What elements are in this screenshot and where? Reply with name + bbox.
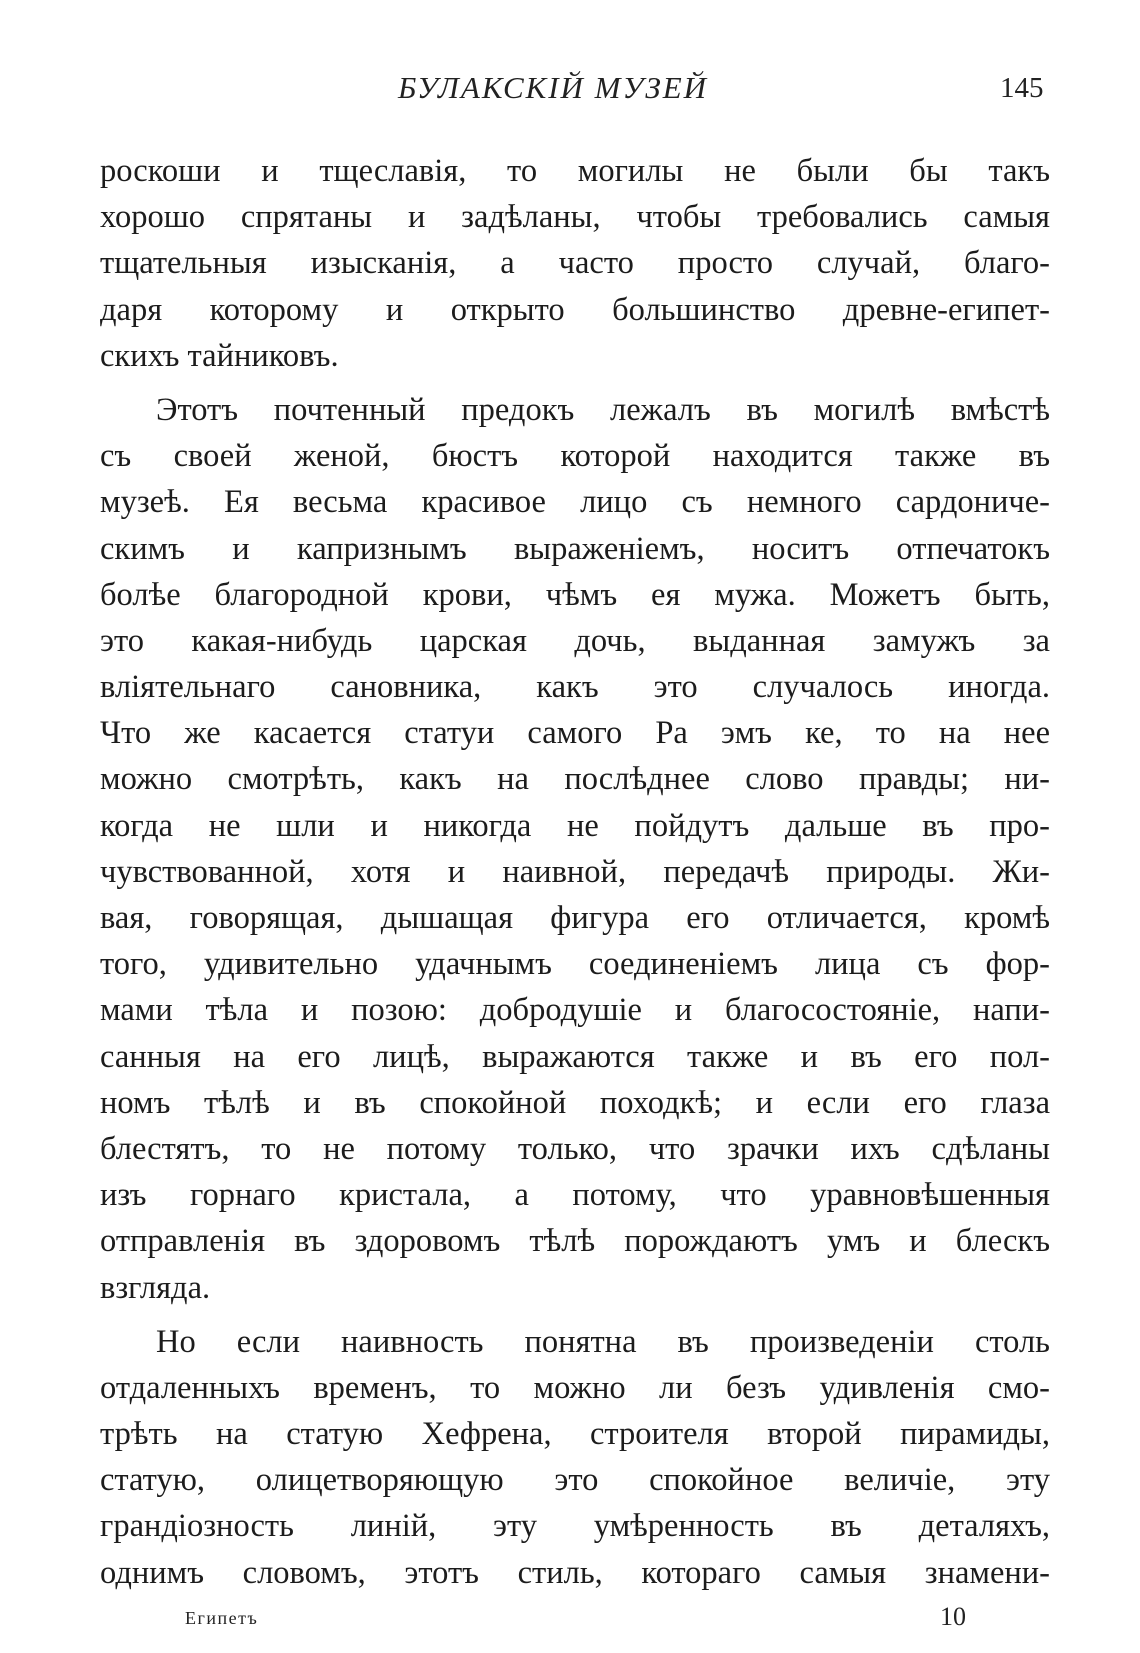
text-line: отправленія въ здоровомъ тѣлѣ порождаютъ умъ и блескъ <box>100 1223 1050 1260</box>
text-line: отдаленныхъ временъ, то можно ли безъ удивленія смо- <box>100 1369 1050 1406</box>
text-line: Но если наивность понятна въ произведеніи столь <box>156 1323 1050 1360</box>
running-title: БУЛАКСКІЙ МУЗЕЙ <box>398 70 709 105</box>
text-line: съ своей женой, бюстъ которой находится также въ <box>100 438 1050 475</box>
text-line: скихъ тайниковъ. <box>100 337 339 374</box>
text-line: скимъ и капризнымъ выраженіемъ, носитъ отпечатокъ <box>100 530 1050 567</box>
text-line: взгляда. <box>100 1269 211 1306</box>
text-line: блестятъ, то не потому только, что зрачки ихъ сдѣланы <box>100 1130 1050 1167</box>
text-line: вліятельнаго сановника, какъ это случалось иногда. <box>100 669 1050 706</box>
text-line: роскоши и тщеславія, то могилы не были бы такъ <box>100 153 1050 189</box>
sheet-number: 10 <box>940 1602 966 1631</box>
page-footer <box>0 1602 1140 1638</box>
text-line: того, удивительно удачнымъ соединеніемъ лица съ фор- <box>100 946 1050 983</box>
text-line: Что же касается статуи самого Ра эмъ ке, то на нее <box>100 715 1050 752</box>
text-line: изъ горнаго кристала, а потому, что уравновѣшенныя <box>100 1177 1050 1214</box>
text-line: чувствованной, хотя и наивной, передачѣ природы. Жи- <box>100 853 1050 890</box>
page-number: 145 <box>1000 72 1044 104</box>
paragraph-1 <box>100 148 1050 379</box>
text-line: болѣе благородной крови, чѣмъ ея мужа. Можетъ быть, <box>100 576 1050 613</box>
text-line: Этотъ почтенный предокъ лежалъ въ могилѣ вмѣстѣ <box>156 391 1050 428</box>
running-head <box>0 70 1140 120</box>
text-line: музеѣ. Ея весьма красивое лицо съ немного сардониче- <box>100 484 1050 521</box>
text-line: санныя на его лицѣ, выражаются также и въ его пол- <box>100 1038 1050 1075</box>
text-line: вая, говорящая, дышащая фигура его отличается, кромѣ <box>100 900 1050 936</box>
text-line: даря которому и открыто большинство древне-египет- <box>100 291 1050 328</box>
text-line: трѣть на статую Хефрена, строителя второй пирамиды, <box>100 1416 1050 1453</box>
text-line: грандіозность линій, эту умѣренность въ деталяхъ, <box>100 1508 1050 1545</box>
body-text <box>100 148 1050 1596</box>
text-line: однимъ словомъ, этотъ стиль, котораго самыя знамени- <box>100 1554 1050 1591</box>
signature-mark: Египетъ <box>185 1608 259 1628</box>
text-line: когда не шли и никогда не пойдутъ дальше въ про- <box>100 807 1050 844</box>
text-line: номъ тѣлѣ и въ спокойной походкѣ; и если его глаза <box>100 1084 1050 1121</box>
text-line: можно смотрѣть, какъ на послѣднее слово правды; ни- <box>100 761 1050 798</box>
text-line: мами тѣла и позою: добродушіе и благосостояніе, напи- <box>100 992 1050 1029</box>
text-line: хорошо спрятаны и задѣланы, чтобы требовались самыя <box>100 199 1050 236</box>
text-line: статую, олицетворяющую это спокойное величіе, эту <box>100 1462 1050 1499</box>
text-line: тщательныя изысканія, а часто просто случай, благо- <box>100 245 1050 282</box>
paragraph-3 <box>100 1319 1050 1596</box>
text-line: это какая-нибудь царская дочь, выданная замужъ за <box>100 622 1050 659</box>
paragraph-2 <box>100 387 1050 1311</box>
